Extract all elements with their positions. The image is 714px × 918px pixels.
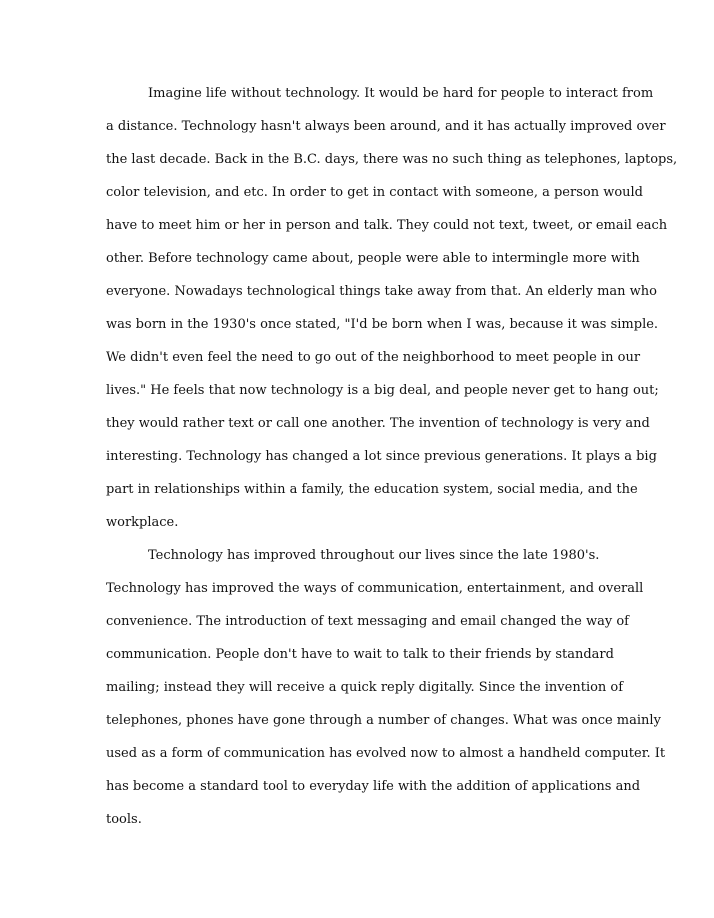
- text-line: interesting. Technology has changed a lot since previous generations. It plays a big: [106, 449, 657, 464]
- document-body: [106, 84, 678, 843]
- text-line: lives." He feels that now technology is a big deal, and people never get to hang out;: [106, 383, 659, 398]
- text-line: part in relationships within a family, the education system, social media, and the: [106, 482, 638, 497]
- text-line: Technology has improved throughout our lives since the late 1980's.: [148, 548, 600, 563]
- paragraph-2: [106, 546, 666, 843]
- text-line: telephones, phones have gone through a number of changes. What was once mainly: [106, 713, 661, 728]
- text-line: color television, and etc. In order to get in contact with someone, a person would: [106, 185, 644, 200]
- text-line: other. Before technology came about, people were able to intermingle more with: [106, 251, 640, 266]
- text-line: mailing; instead they will receive a quick reply digitally. Since the invention of: [106, 680, 624, 695]
- text-line: Imagine life without technology. It would be hard for people to interact from: [148, 86, 654, 101]
- text-line: was born in the 1930's once stated, "I'd be born when I was, because it was simple.: [106, 317, 659, 332]
- text-line: has become a standard tool to everyday life with the addition of applications and: [106, 779, 641, 794]
- text-line: communication. People don't have to wait to talk to their friends by standard: [106, 647, 614, 662]
- text-line: the last decade. Back in the B.C. days, there was no such thing as telephones, laptops,: [106, 152, 678, 167]
- text-line: convenience. The introduction of text messaging and email changed the way of: [106, 614, 629, 629]
- text-line: everyone. Nowadays technological things take away from that. An elderly man who: [106, 284, 658, 299]
- text-line: tools.: [106, 812, 142, 827]
- text-line: used as a form of communication has evolved now to almost a handheld computer. It: [106, 746, 666, 761]
- paragraph-1: [106, 84, 678, 546]
- text-line: a distance. Technology hasn't always been around, and it has actually improved over: [106, 119, 666, 134]
- text-line: they would rather text or call one another. The invention of technology is very and: [106, 416, 650, 431]
- text-line: have to meet him or her in person and talk. They could not text, tweet, or email each: [106, 218, 668, 233]
- text-line: We didn't even feel the need to go out of the neighborhood to meet people in our: [106, 350, 641, 365]
- text-line: Technology has improved the ways of communication, entertainment, and overall: [106, 581, 644, 596]
- text-line: workplace.: [106, 515, 179, 530]
